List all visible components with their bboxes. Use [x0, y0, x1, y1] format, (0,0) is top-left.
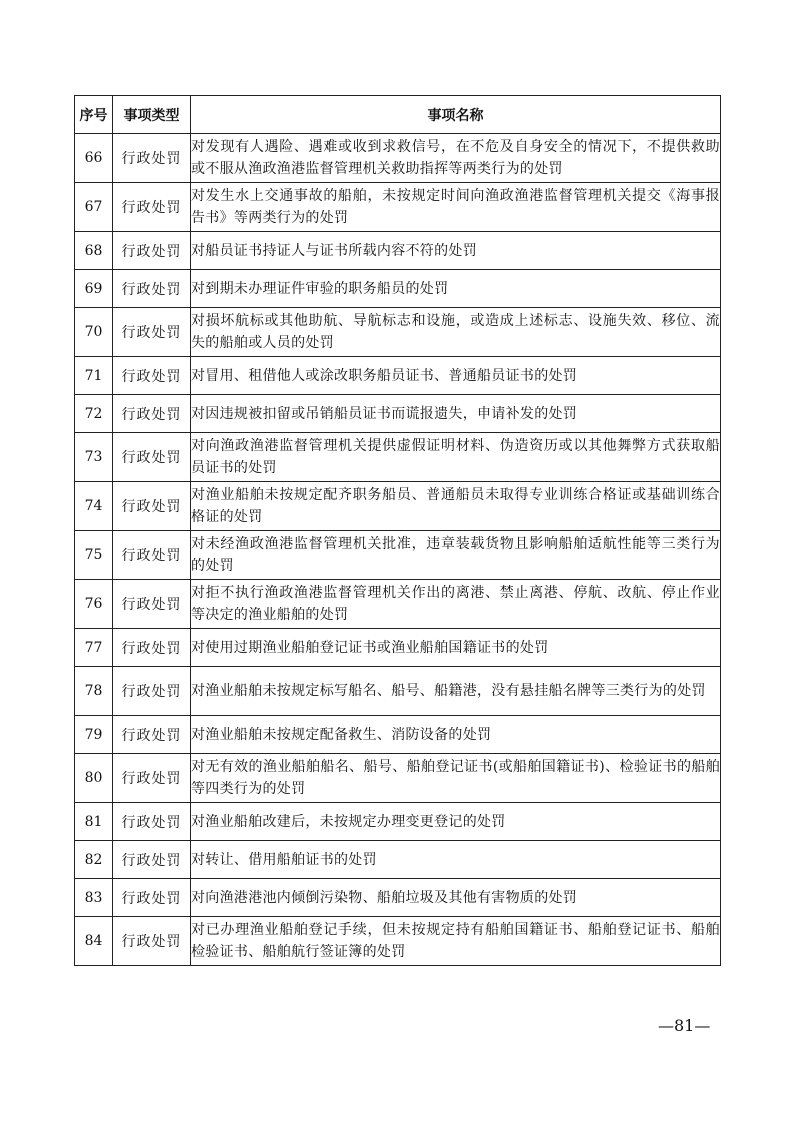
row-name: 对发生水上交通事故的船舶，未按规定时间向渔政渔港监督管理机关提交《海事报告书》等两类行为的处罚: [191, 183, 721, 232]
row-no: 80: [75, 754, 113, 803]
row-type: 行政处罚: [113, 667, 191, 716]
table-row: [75, 395, 721, 433]
row-type: 行政处罚: [113, 917, 191, 966]
row-name: 对向渔政渔港监督管理机关提供虚假证明材料、伪造资历或以其他舞弊方式获取船员证书的处罚: [191, 433, 721, 482]
row-type: 行政处罚: [113, 879, 191, 917]
row-type: 行政处罚: [113, 803, 191, 841]
table-row: [75, 482, 721, 531]
row-name: 对转让、借用船舶证书的处罚: [191, 841, 721, 879]
row-no: 79: [75, 716, 113, 754]
table-row: [75, 357, 721, 395]
row-no: 72: [75, 395, 113, 433]
row-no: 74: [75, 482, 113, 531]
row-type: 行政处罚: [113, 395, 191, 433]
table-row: [75, 183, 721, 232]
row-no: 78: [75, 667, 113, 716]
row-no: 70: [75, 308, 113, 357]
row-no: 76: [75, 580, 113, 629]
row-name: 对已办理渔业船舶登记手续，但未按规定持有船舶国籍证书、船舶登记证书、船舶检验证书、船舶航行签证簿的处罚: [191, 917, 721, 966]
row-type: 行政处罚: [113, 580, 191, 629]
row-name: 对渔业船舶未按规定配备救生、消防设备的处罚: [191, 716, 721, 754]
row-name: 对到期未办理证件审验的职务船员的处罚: [191, 270, 721, 308]
table-row: [75, 754, 721, 803]
row-name: 对渔业船舶未按规定标写船名、船号、船籍港，没有悬挂船名牌等三类行为的处罚: [191, 667, 721, 716]
row-no: 66: [75, 134, 113, 183]
row-type: 行政处罚: [113, 629, 191, 667]
row-type: 行政处罚: [113, 716, 191, 754]
row-type: 行政处罚: [113, 357, 191, 395]
table-row: [75, 232, 721, 270]
row-type: 行政处罚: [113, 270, 191, 308]
row-no: 71: [75, 357, 113, 395]
table-row: [75, 308, 721, 357]
row-type: 行政处罚: [113, 482, 191, 531]
row-type: 行政处罚: [113, 134, 191, 183]
row-no: 69: [75, 270, 113, 308]
row-name: 对损坏航标或其他助航、导航标志和设施，或造成上述标志、设施失效、移位、流失的船舶或人员的处罚: [191, 308, 721, 357]
row-no: 77: [75, 629, 113, 667]
row-name: 对渔业船舶改建后，未按规定办理变更登记的处罚: [191, 803, 721, 841]
table-row: [75, 917, 721, 966]
table-header-row: [75, 96, 721, 134]
row-name: 对向渔港港池内倾倒污染物、船舶垃圾及其他有害物质的处罚: [191, 879, 721, 917]
row-no: 68: [75, 232, 113, 270]
row-name: 对渔业船舶未按规定配齐职务船员、普通船员未取得专业训练合格证或基础训练合格证的处罚: [191, 482, 721, 531]
table-row: [75, 270, 721, 308]
table-row: [75, 433, 721, 482]
row-name: 对拒不执行渔政渔港监督管理机关作出的离港、禁止离港、停航、改航、停止作业等决定的渔业船舶的处罚: [191, 580, 721, 629]
row-name: 对未经渔政渔港监督管理机关批准，违章装载货物且影响船舶适航性能等三类行为的处罚: [191, 531, 721, 580]
row-name: 对冒用、租借他人或涂改职务船员证书、普通船员证书的处罚: [191, 357, 721, 395]
row-name: 对使用过期渔业船舶登记证书或渔业船舶国籍证书的处罚: [191, 629, 721, 667]
table-row: [75, 629, 721, 667]
row-no: 82: [75, 841, 113, 879]
table-row: [75, 531, 721, 580]
header-no: 序号: [75, 96, 113, 134]
table-row: [75, 667, 721, 716]
row-no: 75: [75, 531, 113, 580]
header-name: 事项名称: [191, 96, 721, 134]
table-row: [75, 803, 721, 841]
row-type: 行政处罚: [113, 183, 191, 232]
table-row: [75, 134, 721, 183]
row-type: 行政处罚: [113, 308, 191, 357]
table-row: [75, 879, 721, 917]
page-number: —81—: [658, 1016, 711, 1035]
row-type: 行政处罚: [113, 841, 191, 879]
row-type: 行政处罚: [113, 433, 191, 482]
row-name: 对因违规被扣留或吊销船员证书而谎报遗失，申请补发的处罚: [191, 395, 721, 433]
table-row: [75, 716, 721, 754]
table-row: [75, 580, 721, 629]
row-no: 84: [75, 917, 113, 966]
table-row: [75, 841, 721, 879]
row-no: 81: [75, 803, 113, 841]
row-no: 83: [75, 879, 113, 917]
row-name: 对发现有人遇险、遇难或收到求救信号，在不危及自身安全的情况下，不提供救助或不服从渔政渔港监督管理机关救助指挥等两类行为的处罚: [191, 134, 721, 183]
header-type: 事项类型: [113, 96, 191, 134]
row-type: 行政处罚: [113, 754, 191, 803]
row-name: 对船员证书持证人与证书所载内容不符的处罚: [191, 232, 721, 270]
items-table: [74, 95, 721, 966]
row-no: 67: [75, 183, 113, 232]
row-type: 行政处罚: [113, 531, 191, 580]
row-type: 行政处罚: [113, 232, 191, 270]
row-name: 对无有效的渔业船舶船名、船号、船舶登记证书(或船舶国籍证书)、检验证书的船舶等四类行为的处罚: [191, 754, 721, 803]
row-no: 73: [75, 433, 113, 482]
